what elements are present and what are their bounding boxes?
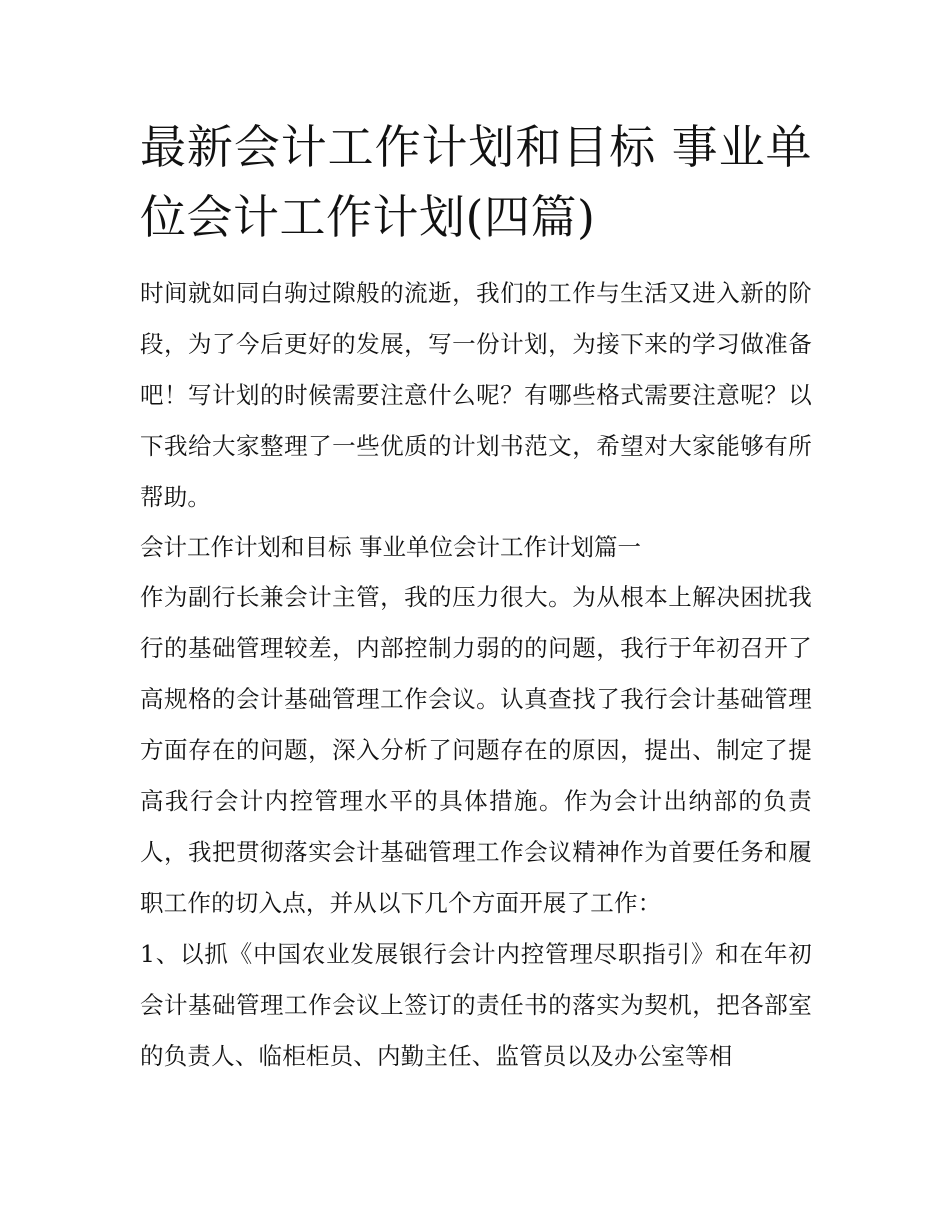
body-paragraph: 作为副行长兼会计主管，我的压力很大。为从根本上解决困扰我行的基础管理较差，内部控制力弱的的问题，我行于年初召开了高规格的会计基础管理工作会议。认真查找了我行会计基础管理方面存在的问题，深入分析了问题存在的原因，提出、制定了提高我行会计内控管理水平的具体措施。作为会计出纳部的负责人，我把贯彻落实会计基础管理工作会议精神作为首要任务和履职工作的切入点，并从以下几个方面开展了工作： — [140, 583, 812, 917]
document-title: 最新会计工作计划和目标 事业单位会计工作计划(四篇) — [140, 120, 812, 244]
section-heading: 会计工作计划和目标 事业单位会计工作计划篇一 — [140, 533, 641, 561]
intro-paragraph: 时间就如同白驹过隙般的流逝，我们的工作与生活又进入新的阶段，为了今后更好的发展，写一份计划，为接下来的学习做准备吧！写计划的时候需要注意什么呢？有哪些格式需要注意呢？以下我给大家整理了一些优质的计划书范文，希望对大家能够有所帮助。 — [140, 279, 812, 511]
document-content — [140, 112, 812, 1082]
list-item: 1、以抓《中国农业发展银行会计内控管理尽职指引》和在年初会计基础管理工作会议上签订的责任书的落实为契机，把各部室的负责人、临柜柜员、内勤主任、监管员以及办公室等相 — [140, 940, 812, 1070]
